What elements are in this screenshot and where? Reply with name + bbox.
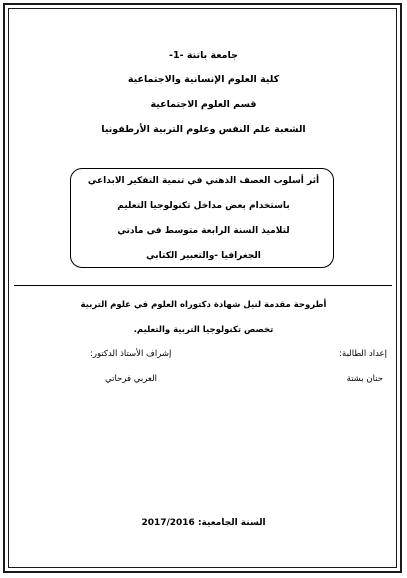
thesis-specialization: تخصص تكنولوجيا التربية والتعليم. <box>133 325 274 335</box>
thesis-title-line-1: أثر أسلوب العصف الذهني في تنمية التفكير الابداعي <box>87 176 320 186</box>
thesis-title-line-2: باستخدام بعض مداخل تكنولوجيا التعليم <box>117 201 290 211</box>
thesis-title-line-4: الجغرافيا -والتعبير الكتابي <box>146 251 261 261</box>
academic-year: السنة الجامعية: 2017/2016 <box>141 518 266 528</box>
branch-name: الشعبة علم النفس وعلوم التربية الأرطفونيا <box>101 124 306 135</box>
thesis-title-line-3: لتلاميذ السنة الرابعة متوسط في مادتي <box>117 226 290 236</box>
department-name: قسم العلوم الاجتماعية <box>150 99 257 110</box>
supervisor-name: العربي فرحاتي <box>105 374 157 384</box>
page-border-inner <box>8 8 397 568</box>
divider-line <box>14 285 392 286</box>
student-label: إعداد الطالبة: <box>339 349 387 359</box>
supervisor-label: إشراف الأستاذ الدكتور: <box>90 349 172 359</box>
university-name: جامعة باتنة -1- <box>169 50 238 61</box>
thesis-description: أطروحة مقدمة لنيل شهادة دكتوراه العلوم في علوم التربية <box>80 300 327 310</box>
faculty-name: كلية العلوم الإنسانية والاجتماعية <box>127 74 280 85</box>
student-name: حنان بشتة <box>346 374 383 384</box>
